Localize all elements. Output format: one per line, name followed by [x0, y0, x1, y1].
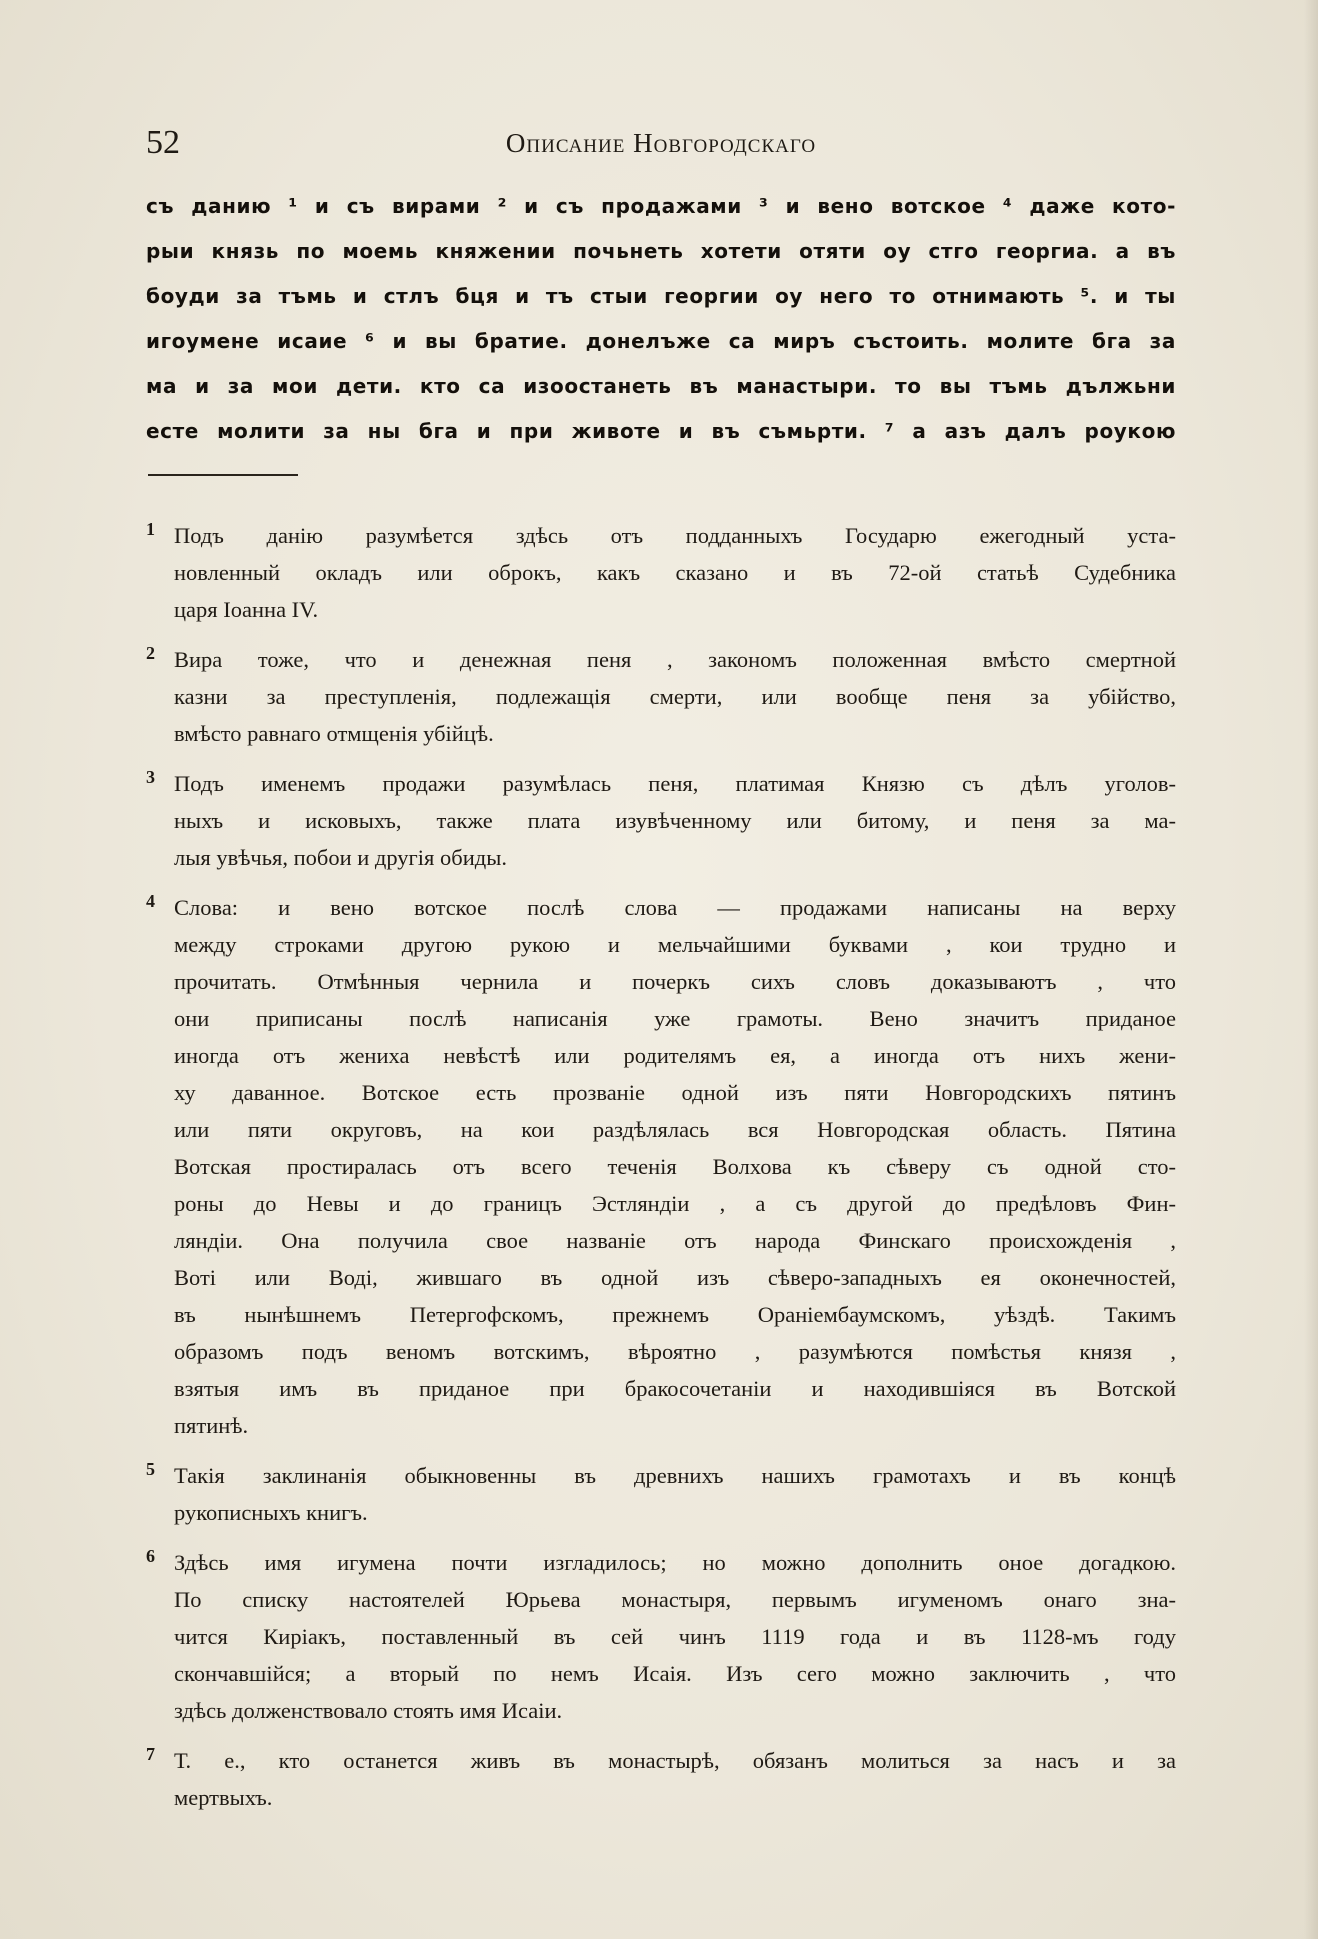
footnote-5	[146, 1457, 1176, 1531]
footnote-line: Здѣсь имя игумена почти изгладилось; но можно дополнить оное догадкою.	[174, 1550, 1176, 1575]
footnote-line: ныхъ и исковыхъ, также плата изувѣченному или битому, и пеня за ма-	[174, 808, 1176, 833]
footnote-line: Вира тоже, что и денежная пеня , закономъ положенная вмѣсто смертной	[174, 647, 1176, 672]
footnote-line: новленный окладъ или оброкъ, какъ сказано и въ 72-ой статьѣ Судебника	[174, 560, 1176, 585]
footnote-7	[146, 1742, 1176, 1816]
footnote-line: въ нынѣшнемъ Петергофскомъ, прежнемъ Ораніембаумскомъ, уѣздѣ. Такимъ	[174, 1302, 1176, 1327]
footnote-mark: 4	[146, 891, 155, 911]
footnote-mark: 5	[146, 1459, 155, 1479]
footnote-line: прочитать. Отмѣнныя чернила и почеркъ сихъ словъ доказываютъ , что	[174, 969, 1176, 994]
page-edge-shadow	[1304, 0, 1318, 1939]
footnote-line: Вотская простиралась отъ всего теченiя Волхова къ сѣверу съ одной сто-	[174, 1154, 1176, 1179]
footnote-line: Такiя заклинанiя обыкновенны въ древнихъ нашихъ грамотахъ и въ концѣ	[174, 1463, 1176, 1488]
footnote-mark: 6	[146, 1546, 155, 1566]
running-title: Описание Новгородскаго	[505, 128, 817, 158]
footnote-mark: 7	[146, 1744, 155, 1764]
footnote-line: казни за преступленiя, подлежащiя смерти, или вообще пеня за убiйство,	[174, 684, 1176, 709]
footnote-3	[146, 765, 1176, 876]
footnote-line: ляндiи. Она получила свое названiе отъ народа Финскаго происхожденiя ,	[174, 1228, 1176, 1253]
footnote-line: мертвыхъ.	[174, 1785, 273, 1810]
footnote-2	[146, 641, 1176, 752]
footnote-line: между строками другою рукою и мельчайшими буквами , кои трудно и	[174, 932, 1176, 957]
charter-line: боуди за тъмь и стлъ бця и тъ стыи георгии оу него то отнимають ⁵. и ты	[146, 284, 1176, 308]
charter-line: ма и за мои дети. кто са изоостанеть въ манастыри. то вы тъмь дължьни	[146, 374, 1176, 398]
footnote-line: царя Іоанна IV.	[174, 597, 319, 622]
footnote-line: Подъ именемъ продажи разумѣлась пеня, платимая Князю съ дѣлъ уголов-	[174, 771, 1176, 796]
footnote-line: пятинѣ.	[174, 1413, 249, 1438]
charter-line: рыи князь по моемь княжении почьнеть хотети отяти оу стго георгиа. а въ	[146, 239, 1176, 263]
footnote-line: Вотi или Водi, жившаго въ одной изъ сѣверо-западныхъ ея оконечностей,	[174, 1265, 1176, 1290]
charter-line: игоумене исаие ⁶ и вы братие. донелъже са миръ състоить. молите бга за	[146, 329, 1176, 353]
footnote-line: Т. е., кто останется живъ въ монастырѣ, обязанъ молиться за насъ и за	[174, 1748, 1176, 1773]
footnote-line: скончавшiйся; а вторый по немъ Исаiя. Изъ сего можно заключить , что	[174, 1661, 1176, 1686]
footnote-mark: 3	[146, 767, 155, 787]
footnote-line: ху даванное. Вотское есть прозванiе одной изъ пяти Новгородскихъ пятинъ	[174, 1080, 1176, 1105]
footnote-line: Подъ данiю разумѣется здѣсь отъ подданныхъ Государю ежегодный уста-	[174, 523, 1176, 548]
footnote-line: взятыя имъ въ приданое при бракосочетанiи и находившiяся въ Вотской	[174, 1376, 1176, 1401]
charter-line: есте молити за ны бга и при животе и въ съмьрти. ⁷ а азъ далъ роукою	[146, 419, 1176, 443]
footnote-line: образомъ подъ веномъ вотскимъ, вѣроятно , разумѣются помѣстья князя ,	[174, 1339, 1176, 1364]
footnote-line: лыя увѣчья, побои и другiя обиды.	[174, 845, 507, 870]
footnote-line: здѣсь долженствовало стоять имя Исаiи.	[174, 1698, 563, 1723]
charter-text	[146, 184, 1176, 454]
page-header	[146, 118, 1176, 168]
footnote-line: чится Кирiакъ, поставленный въ сей чинъ 1119 года и въ 1128-мъ году	[174, 1624, 1176, 1649]
footnote-line: они приписаны послѣ написанiя уже грамоты. Вено значитъ приданое	[174, 1006, 1176, 1031]
footnote-line: роны до Невы и до границъ Эстляндiи , а съ другой до предѣловъ Фин-	[174, 1191, 1176, 1216]
footnote-4	[146, 889, 1176, 1444]
footnotes	[146, 517, 1176, 1829]
charter-line: съ данию ¹ и съ вирами ² и съ продажами ³ и вено вотское ⁴ даже кото-	[146, 194, 1176, 218]
footnote-1	[146, 517, 1176, 628]
footnote-line: рукописныхъ книгъ.	[174, 1500, 368, 1525]
footnote-line: вмѣсто равнаго отмщенiя убiйцѣ.	[174, 721, 494, 746]
footnote-mark: 2	[146, 643, 155, 663]
footnote-line: или пяти округовъ, на кои раздѣлялась вся Новгородская область. Пятина	[174, 1117, 1176, 1142]
footnote-line: По списку настоятелей Юрьева монастыря, первымъ игуменомъ онаго зна-	[174, 1587, 1176, 1612]
footnote-line: иногда отъ жениха невѣстѣ или родителямъ ея, а иногда отъ нихъ жени-	[174, 1043, 1176, 1068]
footnote-rule	[148, 474, 298, 476]
footnote-6	[146, 1544, 1176, 1729]
footnote-line: Слова: и вено вотское послѣ слова — продажами написаны на верху	[174, 895, 1176, 920]
page-number: 52	[146, 124, 180, 161]
footnote-mark: 1	[146, 519, 155, 539]
